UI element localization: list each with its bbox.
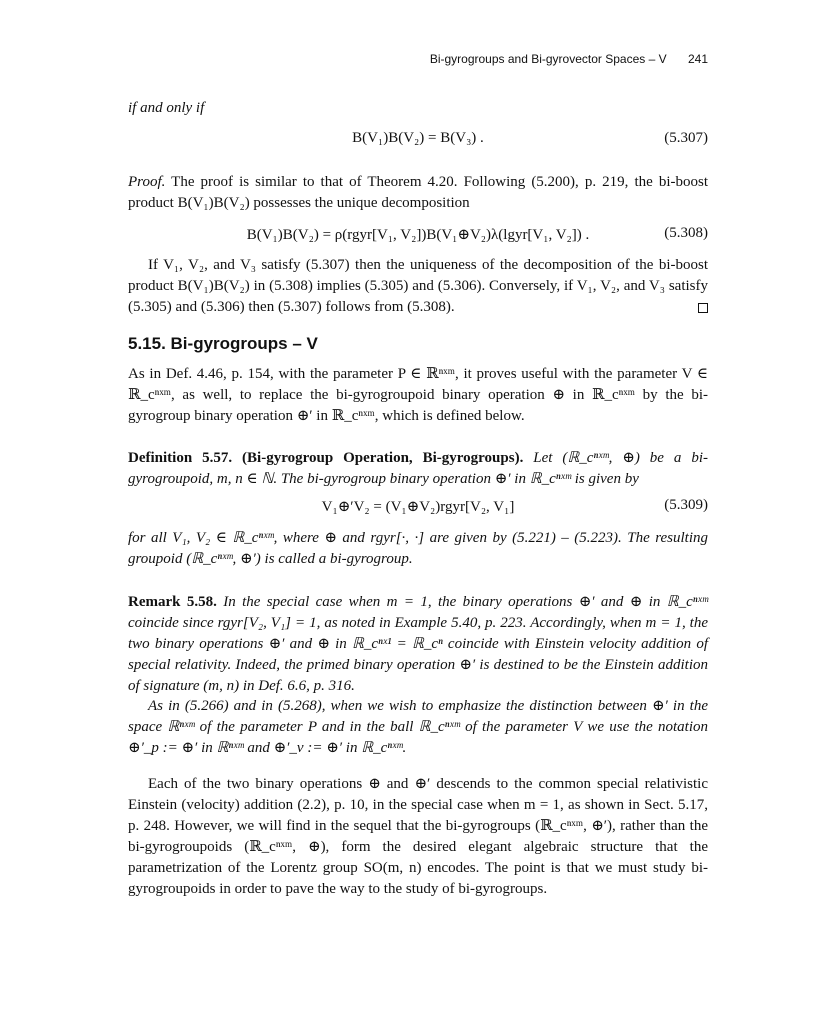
- equation-5-308: [128, 225, 708, 247]
- remark-text: In the special case when m = 1, the binary operations ⊕′ and ⊕ in ℝ_cⁿˣᵐ coincide since rgyr[V₂, V₁] = 1, as noted in Example 5.40, p. 223. Accordingly, when m = 1, the two binary operations ⊕′ and ⊕ in ℝ_cⁿˣ¹ = ℝ_cⁿ coincide with Einstein velocity addition of special relativity. Indeed, the primed binary operation ⊕′ is destined to be the Einstein addition of signature (m, n) in Def. 6.6, p. 316.: [128, 594, 708, 694]
- definition-label: Definition 5.57. (Bi-gyrogroup Operation, Bi-gyrogroups).: [128, 450, 524, 466]
- running-title: Bi-gyrogroups and Bi-gyrovector Spaces – V: [429, 52, 667, 66]
- equation-number: (5.307): [664, 130, 708, 146]
- definition-conclusion: for all V₁, V₂ ∈ ℝ_cⁿˣᵐ, where ⊕ and rgyr[·, ·] are given by (5.221) – (5.223). The resulting groupoid (ℝ_cⁿˣᵐ, ⊕′) is called a bi-gyrogroup.: [128, 530, 708, 567]
- equation-body: B(V₁)B(V₂) = B(V₃) .: [352, 130, 484, 146]
- running-header: [128, 52, 708, 66]
- remark-label: Remark 5.58.: [128, 594, 217, 610]
- equation-body: B(V₁)B(V₂) = ρ(rgyr[V₁, V₂])B(V₁⊕V₂)λ(lgyr[V₁, V₂]) .: [246, 227, 590, 243]
- closing-paragraph: Each of the two binary operations ⊕ and ⊕′ descends to the common special relativistic Einstein (velocity) addition (2.2), p. 10, in the special case when m = 1, as shown in Sect. 5.17, p. 248. However, we will find in the sequel that the bi-gyrogroups (ℝ_cⁿˣᵐ, ⊕′), rather than the bi-gyrogroupoids (ℝ_cⁿˣᵐ, ⊕), form the desired elegant algebraic structure that the parametrization of the Lorentz group SO(m, n) encodes. The point is that we must study bi-gyrogroupoids in order to pave the way to the study of bi-gyrogroups.: [128, 776, 708, 897]
- equation-5-307: [128, 130, 708, 152]
- iff-line: if and only if: [128, 100, 205, 116]
- proof-text: The proof is similar to that of Theorem 4.20. Following (5.200), p. 219, the bi-boost product B(V₁)B(V₂) possesses the unique decomposition: [128, 174, 708, 211]
- equation-number: (5.308): [664, 225, 708, 241]
- proof-paragraph: [128, 172, 708, 214]
- section-intro: As in Def. 4.46, p. 154, with the parameter P ∈ ℝⁿˣᵐ, it proves useful with the parameter V ∈ ℝ_cⁿˣᵐ, as well, to replace the bi-gyrogroupoid binary operation ⊕ in ℝ_cⁿˣᵐ by the bi-gyrogroup binary operation ⊕′ in ℝ_cⁿˣᵐ, which is defined below.: [128, 366, 708, 424]
- proof-conclusion: [128, 255, 708, 318]
- remark-5-58: [128, 592, 708, 697]
- section-title: 5.15. Bi-gyrogroups – V: [128, 334, 318, 353]
- definition-5-57: [128, 448, 708, 490]
- equation-body: V₁⊕′V₂ = (V₁⊕V₂)rgyr[V₂, V₁]: [321, 499, 515, 515]
- equation-5-309: [128, 497, 708, 519]
- remark-continuation: As in (5.266) and in (5.268), when we wish to emphasize the distinction between ⊕′ in the space ℝⁿˣᵐ of the parameter P and in the ball ℝ_cⁿˣᵐ of the parameter V we use the notation ⊕′_p := ⊕′ in ℝⁿˣᵐ and ⊕′_v := ⊕′ in ℝ_cⁿˣᵐ.: [128, 698, 708, 756]
- equation-number: (5.309): [664, 497, 708, 513]
- proof-label: Proof.: [128, 174, 166, 190]
- qed-square-icon: [698, 303, 708, 313]
- definition-text: Let (ℝ_cⁿˣᵐ, ⊕) be a bi-gyrogroupoid, m, n ∈ ℕ. The bi-gyrogroup binary operation ⊕′ in ℝ_cⁿˣᵐ is given by: [128, 450, 708, 487]
- proof-conclusion-text: If V₁, V₂, and V₃ satisfy (5.307) then the uniqueness of the decomposition of the bi-boost product B(V₁)B(V₂) in (5.308) implies (5.305) and (5.306). Conversely, if V₁, V₂, and V₃ satisfy (5.305) and (5.306) then (5.307) follows from (5.308).: [128, 257, 708, 315]
- page-number: 241: [687, 52, 708, 66]
